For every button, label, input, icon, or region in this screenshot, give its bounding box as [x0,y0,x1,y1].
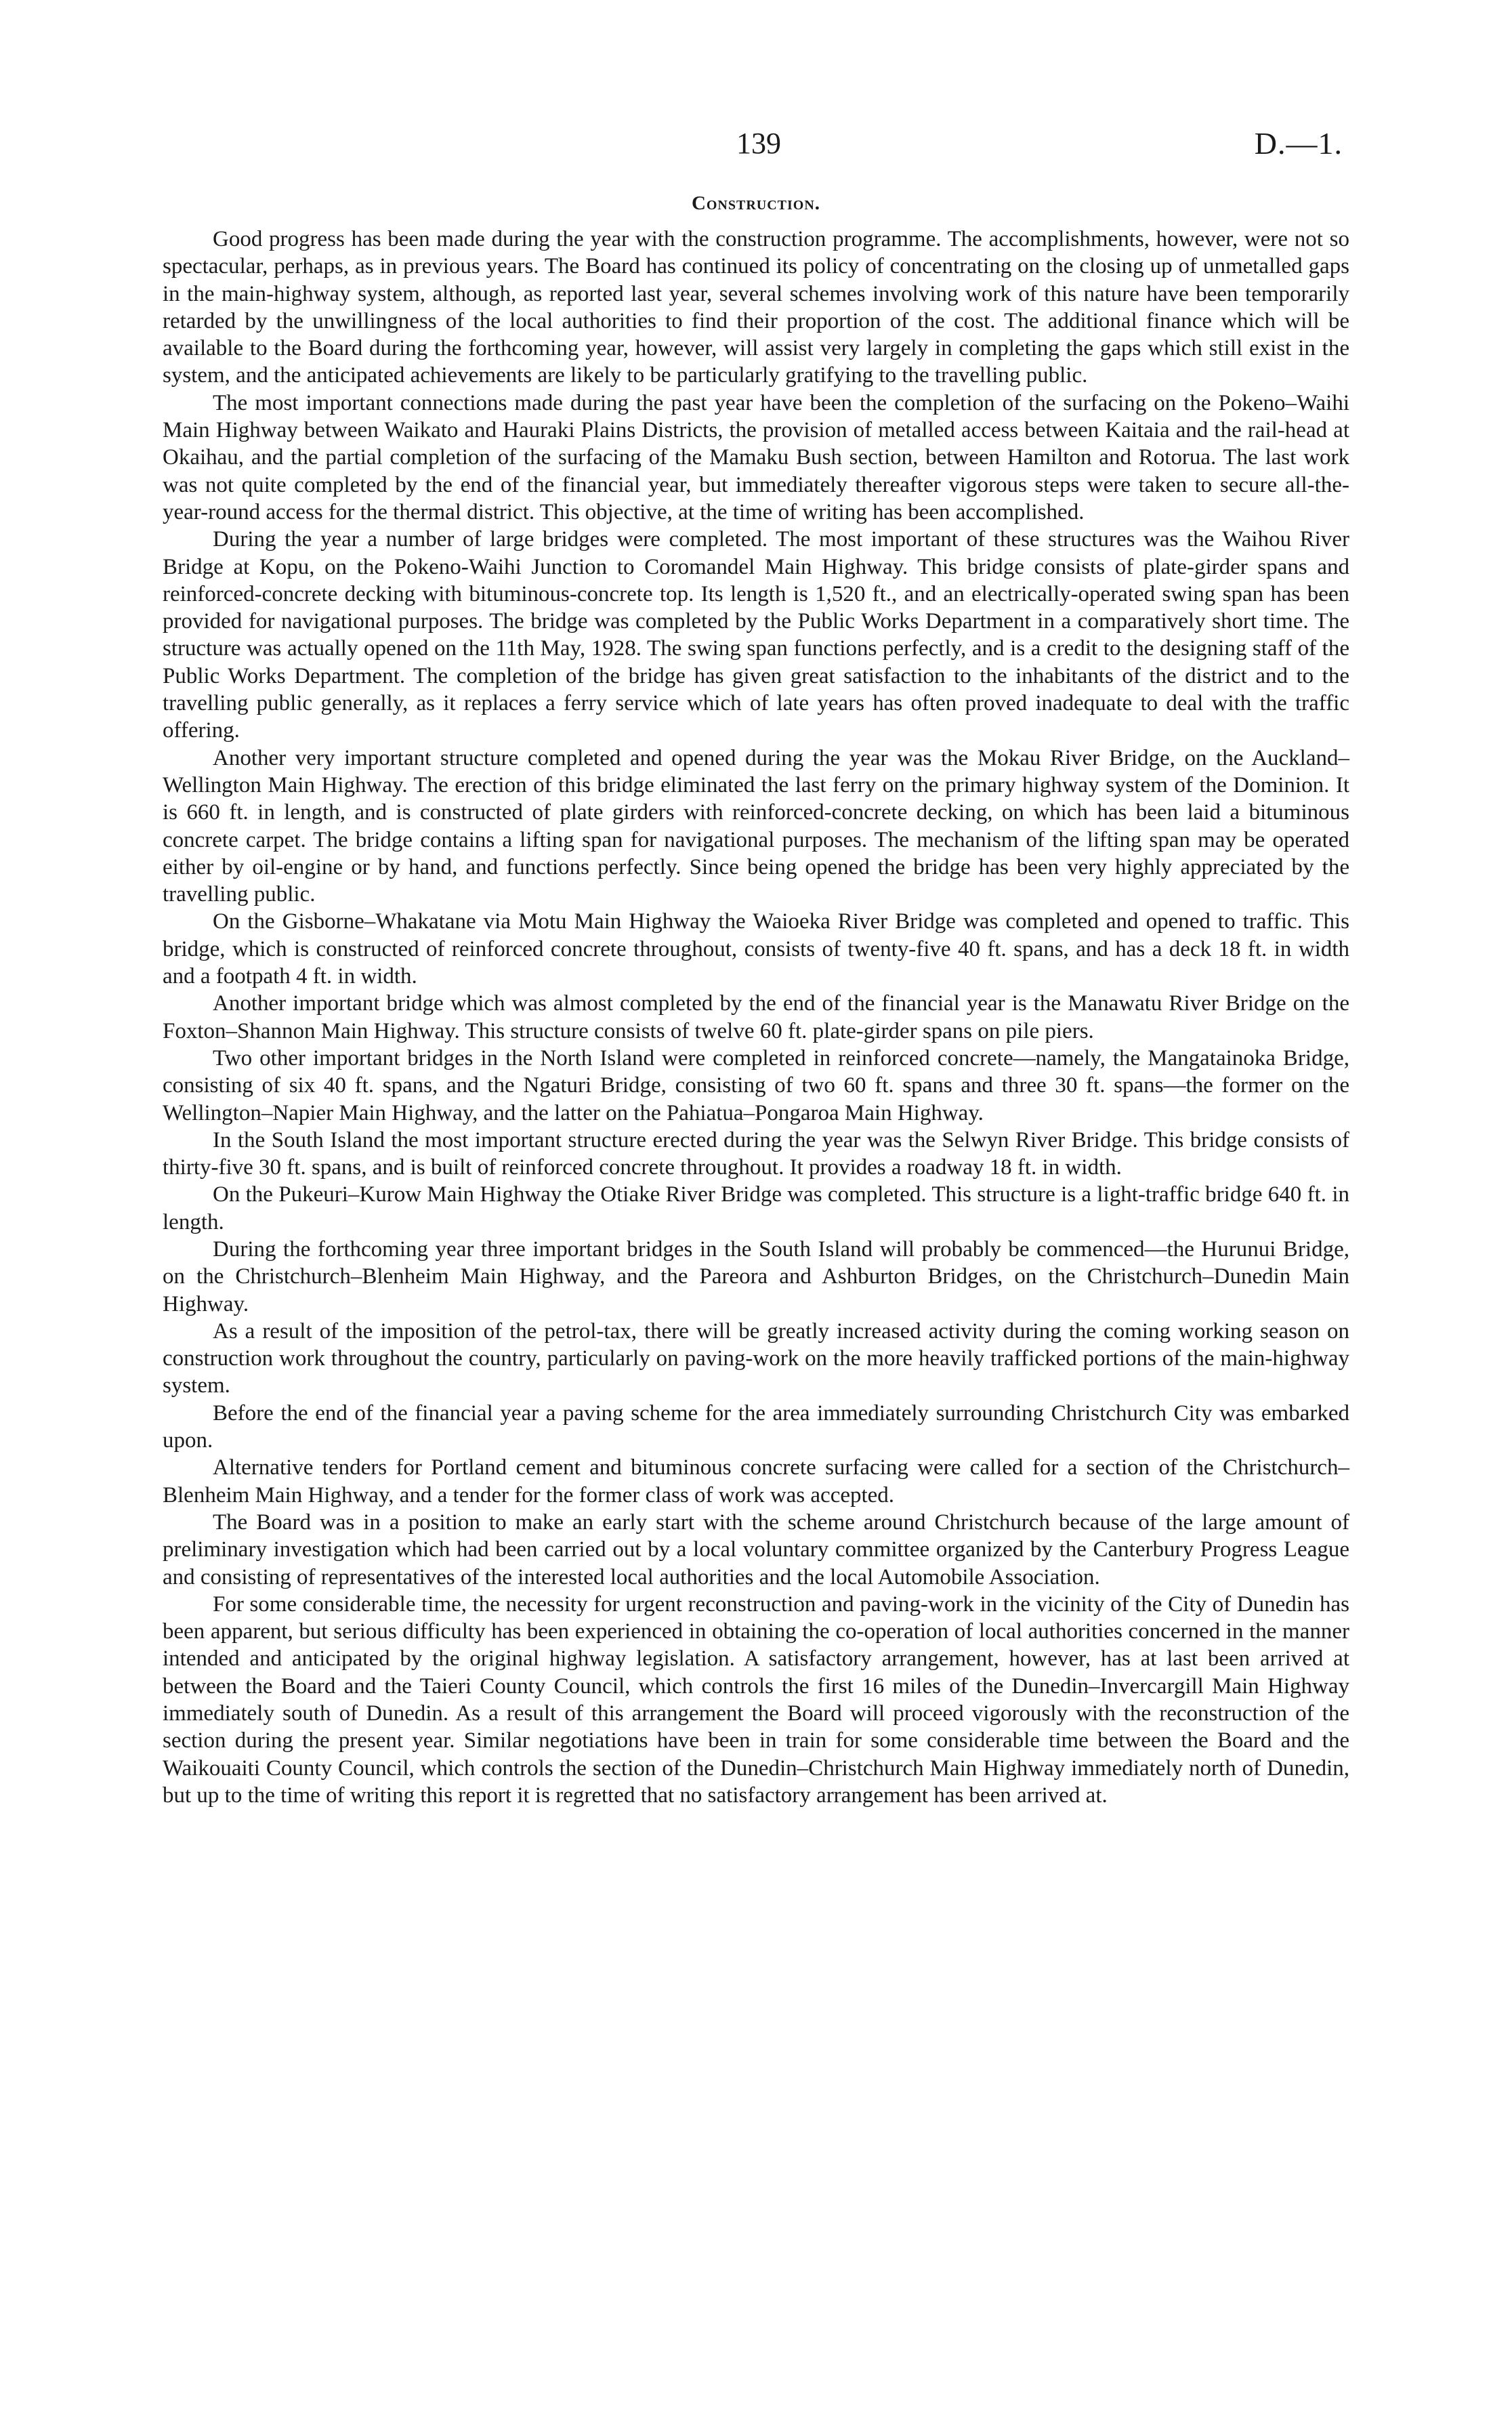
document-reference: D.—1. [1254,126,1343,161]
section-heading: Construction. [691,192,821,214]
page-number: 139 [736,127,781,160]
paragraph-christchurch-paving: Before the end of the financial year a paving scheme for the area immediately surrounding Christchurch City was embarked upon. [163,1400,1349,1453]
paragraph-north-island-bridges: Two other important bridges in the North Island were completed in reinforced concrete—namely, the Mangatainoka Bridge, consisting of six 40 ft. spans, and the Ngaturi Bridge, consisting of two 60 ft. spans and three 30 ft. spans—the former on the Wellington–Napier Main Highway, and the latter on the Pahiatua–Pongaroa Main Highway. [163,1045,1349,1125]
paragraph-selwyn-bridge: In the South Island the most important structure erected during the year was the Selwyn River Bridge. This bridge consists of thirty-five 30 ft. spans, and is built of reinforced concrete throughout. It provides a roadway 18 ft. in width. [163,1127,1349,1180]
paragraph-waioeka-bridge: On the Gisborne–Whakatane via Motu Main Highway the Waioeka River Bridge was completed and opened to traffic. This bridge, which is constructed of reinforced concrete throughout, consists of twenty-five 40 ft. spans, and has a deck 18 ft. in width and a footpath 4 ft. in width. [163,909,1349,989]
paragraph-otiake-bridge: On the Pukeuri–Kurow Main Highway the Otiake River Bridge was completed. This structure is a light-traffic bridge 640 ft. in length. [163,1182,1349,1234]
paragraph-alternative-tenders: Alternative tenders for Portland cement and bituminous concrete surfacing were called for a section of the Christchurch–Blenheim Main Highway, and a tender for the former class of work was accepted. [163,1455,1349,1507]
paragraph-mokau-bridge: Another very important structure completed and opened during the year was the Mokau River Bridge, on the Auckland–Wellington Main Highway. The erection of this bridge eliminated the last ferry on the primary highway system of the Dominion. It is 660 ft. in length, and is constructed of plate girders with reinforced-concrete decking, on which has been laid a bituminous concrete carpet. The bridge contains a lifting span for navigational purposes. The mechanism of the lifting span may be operated either by oil-engine or by hand, and functions perfectly. Since being opened the bridge has been very highly appreciated by the travelling public. [163,745,1349,907]
paragraph-connections: The most important connections made during the past year have been the completion of the surfacing on the Pokeno–Waihi Main Highway between Waikato and Hauraki Plains Districts, the provision of metalled access between Kaitaia and the rail-head at Okaihau, and the partial completion of the surfacing of the Mamaku Bush section, between Hamilton and Rotorua. The last work was not quite completed by the end of the financial year, but immediately thereafter vigorous steps were taken to secure all-the-year-round access for the thermal district. This objective, at the time of writing has been accomplished. [163,390,1349,524]
paragraph-early-start: The Board was in a position to make an early start with the scheme around Christchurch because of the large amount of preliminary investigation which had been carried out by a local voluntary committee organized by the Canterbury Progress League and consisting of representatives of the interested local authorities and the local Automobile Association. [163,1510,1349,1589]
paragraph-waihou-bridge: During the year a number of large bridges were completed. The most important of these structures was the Waihou River Bridge at Kopu, on the Pokeno-Waihi Junction to Coromandel Main Highway. This bridge consists of plate-girder spans and reinforced-concrete decking with bituminous-concrete top. Its length is 1,520 ft., and an electrically-operated swing span has been provided for navigational purposes. The bridge was completed by the Public Works Department in a comparatively short time. The structure was actually opened on the 11th May, 1928. The swing span functions perfectly, and is a credit to the designing staff of the Public Works Department. The completion of the bridge has given great satisfaction to the inhabitants of the district and to the travelling public generally, as it replaces a ferry service which of late years has often proved inadequate to deal with the traffic offering. [163,527,1349,743]
paragraph-forthcoming-bridges: During the forthcoming year three important bridges in the South Island will probably be commenced—the Hurunui Bridge, on the Christchurch–Blenheim Main Highway, and the Pareora and Ashburton Bridges, on the Christchurch–Dunedin Main Highway. [163,1236,1349,1316]
paragraph-progress-overview: Good progress has been made during the year with the construction programme. The accomplishments, however, were not so spectacular, perhaps, as in previous years. The Board has continued its policy of concentrating on the closing up of unmetalled gaps in the main-highway system, although, as reported last year, several schemes involving work of this nature have been temporarily retarded by the unwillingness of the local authorities to find their proportion of the cost. The additional finance which will be available to the Board during the forthcoming year, however, will assist very largely in completing the gaps which still exist in the system, and the anticipated achievements are likely to be particularly gratifying to the travelling public. [163,227,1349,388]
paragraph-dunedin-reconstruction: For some considerable time, the necessity for urgent reconstruction and paving-work in the vicinity of the City of Dunedin has been apparent, but serious difficulty has been experienced in obtaining the co-operation of local authorities concerned in the manner intended and anticipated by the original highway legislation. A satisfactory arrangement, however, has at last been arrived at between the Board and the Taieri County Council, which controls the first 16 miles of the Dunedin–Invercargill Main Highway immediately south of Dunedin. As a result of this arrangement the Board will proceed vigorously with the reconstruction of the section during the present year. Similar negotiations have been in train for some considerable time between the Board and the Waikouaiti County Council, which controls the section of the Dunedin–Christchurch Main Highway immediately north of Dunedin, but up to the time of writing this report it is regretted that no satisfactory arrangement has been arrived at. [163,1592,1349,1808]
paragraph-manawatu-bridge: Another important bridge which was almost completed by the end of the financial year is the Manawatu River Bridge on the Foxton–Shannon Main Highway. This structure consists of twelve 60 ft. plate-girder spans on pile piers. [163,991,1349,1043]
paragraph-petrol-tax: As a result of the imposition of the petrol-tax, there will be greatly increased activity during the coming working season on construction work throughout the country, particularly on paving-work on the more heavily trafficked portions of the main-highway system. [163,1318,1349,1398]
body-text [163,226,1349,1809]
